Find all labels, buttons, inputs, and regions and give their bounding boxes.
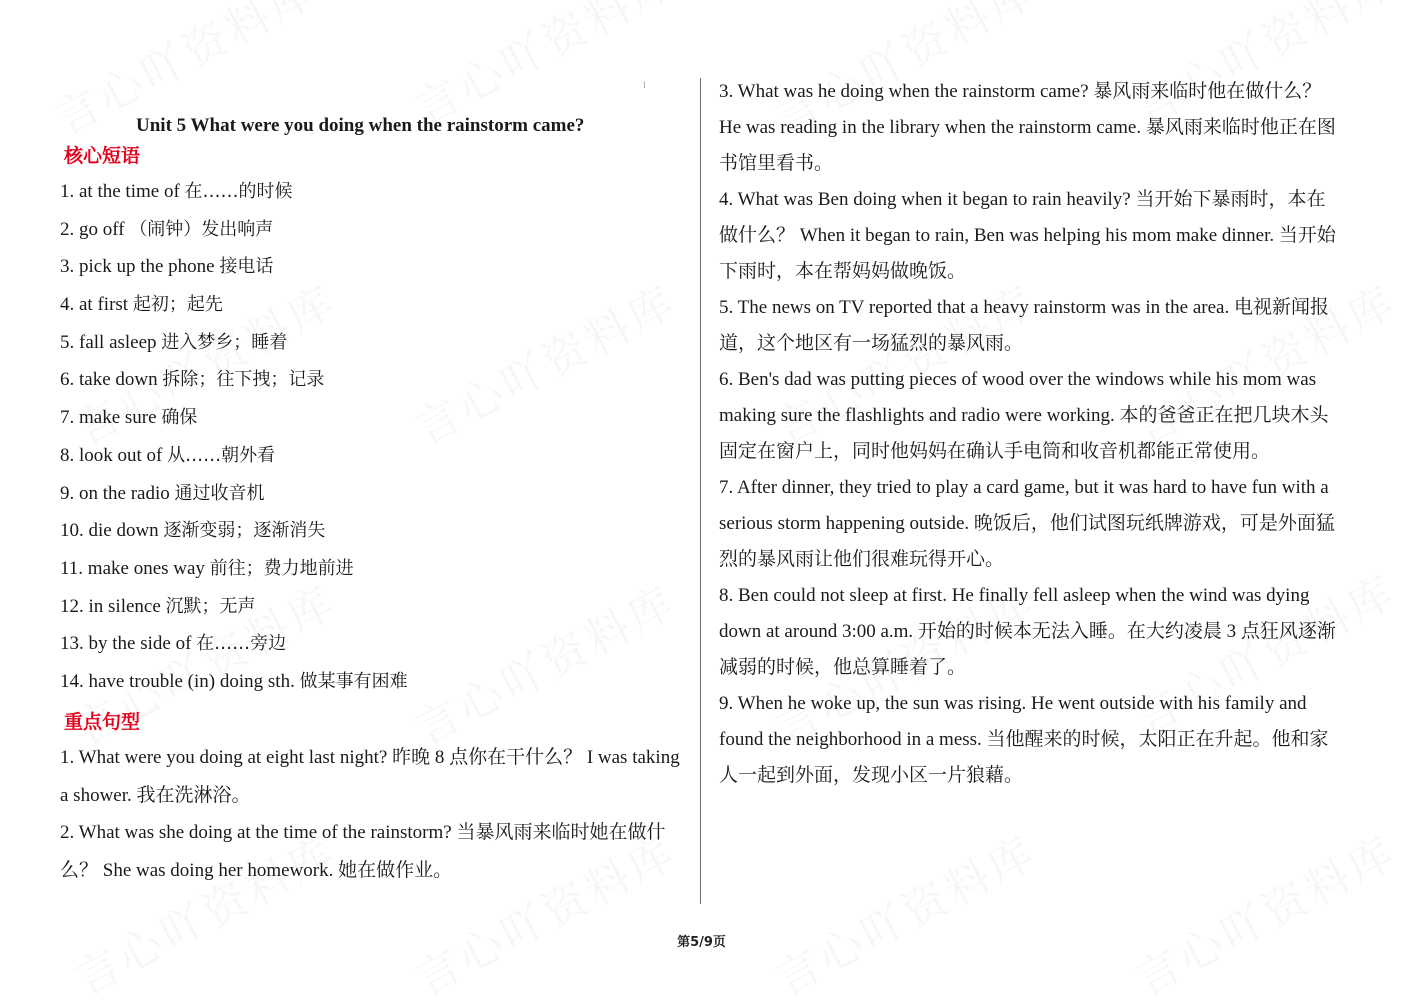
sentences-left (60, 739, 685, 889)
sentence-item: 1. What were you doing at eight last night? 昨晚 8 点你在干什么？ I was taking a shower. 我在洗淋浴。 (60, 747, 680, 806)
sentence-item: 2. What was she doing at the time of the rainstorm? 当暴风雨来临时她在做什么？ She was doing her homework. 她在做作业。 (60, 822, 666, 881)
sentence-item: 5. The news on TV reported that a heavy rainstorm was in the area. 电视新闻报道，这个地区有一场猛烈的暴风雨。 (719, 297, 1329, 354)
column-divider (700, 78, 701, 904)
sentence-item: 8. Ben could not sleep at first. He finally fell asleep when the wind was dying down at around 3:00 a.m. 开始的时候本无法入睡。在大约凌晨 3 点狂风逐渐减弱的时候，他总算睡着了。 (719, 585, 1336, 678)
phrase-item: 8. look out of 从……朝外看 (60, 444, 276, 466)
phrase-item: 6. take down 拆除；往下拽；记录 (60, 369, 325, 391)
phrase-item: 12. in silence 沉默；无声 (60, 595, 256, 617)
phrase-item: 13. by the side of 在……旁边 (60, 633, 287, 655)
phrase-item: 3. pick up the phone 接电话 (60, 256, 274, 278)
page-number: 第5/9页 (677, 935, 726, 950)
page-title: Unit 5 What were you doing when the rainstorm came? (136, 115, 585, 136)
sentence-item: 3. What was he doing when the rainstorm came? 暴风雨来临时他在做什么？ He was reading in the library when the rainstorm came. 暴风雨来临时他正在图书馆里看书。 (719, 81, 1336, 174)
phrase-item: 4. at first 起初；起先 (60, 294, 223, 316)
sentences-heading: 重点句型 (64, 711, 141, 733)
phrase-item: 9. on the radio 通过收音机 (60, 482, 265, 504)
watermark (1122, 816, 1403, 1008)
sentences-right (719, 74, 1344, 794)
top-mark: ⁝ (643, 80, 646, 90)
phrase-item: 7. make sure 确保 (60, 407, 198, 429)
phrase-item: 5. fall asleep 进入梦乡；睡着 (60, 331, 288, 353)
phrases-heading: 核心短语 (64, 145, 141, 167)
sentence-item: 9. When he woke up, the sun was rising. He went outside with his family and found the neighborhood in a mess. 当他醒来的时候，太阳正在升起。他和家人一起到外面，发现小区一片狼藉。 (719, 693, 1329, 786)
phrase-list (60, 176, 685, 704)
phrase-item: 14. have trouble (in) doing sth. 做某事有困难 (60, 670, 408, 692)
sentence-item: 4. What was Ben doing when it began to rain heavily? 当开始下暴雨时，本在做什么？ When it began to rain, Ben was helping his mom make dinner. 当开始下雨时，本在帮妈妈做晚饭。 (719, 189, 1336, 282)
phrase-item: 11. make ones way 前往；费力地前进 (60, 557, 354, 579)
sentence-item: 7. After dinner, they tried to play a card game, but it was hard to have fun with a serious storm happening outside. 晚饭后，他们试图玩纸牌游戏，可是外面猛烈的暴风雨让他们很难玩得开心。 (719, 477, 1335, 570)
phrase-item: 1. at the time of 在……的时候 (60, 181, 293, 202)
watermark (762, 816, 1046, 1008)
sentence-item: 6. Ben's dad was putting pieces of wood over the windows while his mom was making sure the flashlights and radio were working. 本的爸爸正在把几块木头固定在窗户上，同时他妈妈在确认手电筒和收音机都能正常使用。 (719, 369, 1329, 462)
phrase-item: 10. die down 逐渐变弱；逐渐消失 (60, 520, 326, 542)
phrase-item: 2. go off （闹钟）发出响声 (60, 218, 274, 240)
